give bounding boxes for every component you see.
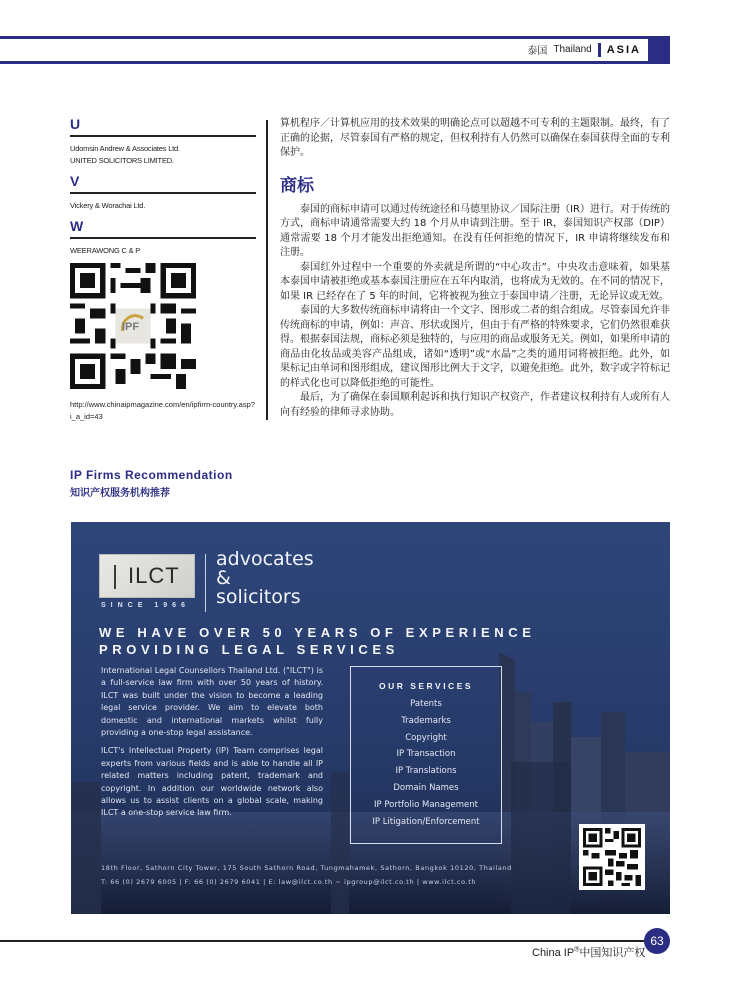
ad-contact: T: 66 (0) 2679 6005 | F: 66 (0) 2679 6041 | E: law@ilct.co.th ~ ipgroup@ilct.co.th | www.ilct.co.th bbox=[101, 878, 477, 886]
since-label: SINCE 1966 bbox=[101, 602, 190, 609]
qr-center-logo: IPF bbox=[122, 321, 140, 333]
directory-letter: W bbox=[70, 218, 84, 234]
service-item: Trademarks bbox=[401, 715, 451, 726]
directory-group-u bbox=[70, 116, 256, 167]
ad-headline bbox=[99, 624, 535, 658]
ilct-logo bbox=[99, 554, 195, 598]
publication-name-cn: 中国知识产权 bbox=[579, 947, 646, 959]
service-item: Copyright bbox=[405, 732, 447, 743]
letter-rule bbox=[70, 192, 256, 194]
logo-name: ILCT bbox=[128, 563, 180, 588]
headline-line: PROVIDING LEGAL SERVICES bbox=[99, 642, 399, 657]
publication-name: China IP bbox=[532, 947, 575, 959]
logo-bar bbox=[114, 565, 116, 589]
service-item: IP Translations bbox=[395, 766, 457, 777]
article-paragraph: 泰国红外过程中一个重要的外卖就是所谓的“中心攻击”。中央攻击意味着，如果基本泰国申请被拒绝或基本泰国注册应在五年内取消，也将成为无效的。在不同的情况下，如果 IR 已经存在了 5 年的时间，它将被视为独立于泰国申请／注册，无论异议或无效。 bbox=[280, 261, 670, 302]
ad-body-paragraph: ILCT's Intellectual Property (IP) Team comprises legal experts from various fields and is able to handle all IP related matters including patent, trademark and copyright. In addition our worldwide network also allows us to assist clients on a global scale, making ILCT a one-stop service law firm. bbox=[101, 746, 323, 818]
running-header bbox=[527, 42, 641, 57]
page-number-badge: 63 bbox=[644, 928, 670, 954]
directory-qr-code[interactable] bbox=[70, 263, 196, 389]
service-item: IP Transaction bbox=[396, 749, 456, 760]
firm-name: WEERAWONG C & P bbox=[70, 246, 141, 255]
qr-code-icon bbox=[583, 828, 641, 886]
firm-name: Udomsin Andrew & Associates Ltd. bbox=[70, 144, 180, 153]
ad-contact-info bbox=[101, 861, 512, 889]
directory-letter: V bbox=[70, 173, 80, 189]
ad-body bbox=[101, 665, 323, 820]
header-country-cn: 泰国 bbox=[527, 46, 548, 57]
service-item: Domain Names bbox=[393, 782, 459, 793]
registered-mark: ® bbox=[574, 946, 580, 954]
directory-group-v bbox=[70, 173, 256, 212]
directory-letter: U bbox=[70, 116, 81, 132]
recommendation-title-en: IP Firms Recommendation bbox=[70, 468, 233, 482]
header-separator bbox=[598, 43, 601, 57]
logo-divider bbox=[205, 554, 206, 612]
recommendation-title-cn: 知识产权服务机构推荐 bbox=[70, 488, 170, 499]
services-box bbox=[350, 666, 502, 844]
directory-group-w bbox=[70, 218, 256, 257]
header-tab bbox=[648, 36, 670, 64]
letter-rule bbox=[70, 237, 256, 239]
ad-tagline bbox=[216, 550, 314, 607]
article-body bbox=[280, 117, 670, 420]
tagline-line: solicitors bbox=[216, 586, 301, 608]
article-paragraph: 最后，为了确保在泰国顺利起诉和执行知识产权资产，作者建议权利持有人或所有人向有经验的律师寻求协助。 bbox=[280, 392, 670, 418]
tagline-line: & bbox=[216, 567, 231, 589]
recommendation-heading bbox=[70, 468, 233, 499]
footer-rule bbox=[0, 940, 648, 942]
firm-name: UNITED SOLICITORS LIMITED. bbox=[70, 156, 174, 165]
footer-publication bbox=[532, 944, 645, 960]
ilct-advertisement[interactable] bbox=[71, 522, 670, 914]
section-title-trademark: 商标 bbox=[280, 175, 314, 196]
article-paragraph: 泰国的商标申请可以通过传统途径和马德里协议／国际注册（IR）进行。对于传统的方式，商标申请通常需要大约 18 个月从申请到注册。至于 IR，泰国知识产权部（DIP）通常需要 18 个月才能发出拒绝通知。在没有任何拒绝的情况下，IR 申请将继续发布和注册。 bbox=[280, 203, 670, 258]
headline-line: WE HAVE OVER 50 YEARS OF EXPERIENCE bbox=[99, 625, 536, 640]
firm-name: Vickery & Worachai Ltd. bbox=[70, 201, 146, 210]
directory-url-link[interactable]: http://www.chinaipmagazine.com/en/ipfirm-country.asp?i_a_id=43 bbox=[70, 400, 255, 421]
ad-qr-code[interactable] bbox=[579, 824, 645, 890]
header-country-en: Thailand bbox=[553, 44, 592, 55]
ad-address: 18th Floor, Sathorn City Tower, 175 South Sathorn Road, Tungmahamek, Sathorn, Bangkok 10120, Thailand bbox=[101, 864, 512, 872]
services-title: OUR SERVICES bbox=[378, 681, 474, 691]
service-item: IP Litigation/Enforcement bbox=[372, 816, 480, 827]
service-item: IP Portfolio Management bbox=[374, 799, 478, 810]
article-paragraph: 泰国的大多数传统商标申请将由一个文字、图形或二者的组合组成。尽管泰国允许非传统商标的申请，例如：声音、形状或图片，但由于有严格的特殊要求，它们仍然很难获得。根据泰国法规，商标必须是独特的，与应用的商品或服务无关。例如，如果所申请的商品由化妆品或美容产品组成，诸如“透明”或“水晶”之类的通用词将被拒绝。此外，如果标记由单词和图形组成，建议图形比例大于文字，以避免拒绝。此外，数字或字符标记的样式化也可以降低拒绝的可能性。 bbox=[280, 305, 670, 389]
firm-directory bbox=[70, 116, 256, 423]
tagline-line: advocates bbox=[216, 548, 314, 570]
service-item: Patents bbox=[410, 699, 442, 709]
ad-body-paragraph: International Legal Counsellors Thailand Ltd. ("ILCT") is a full-service law firm with over 50 years of history. ILCT was built under the vision to become a leading legal service provider. We aim to elevate both domestic and international markets whilst fully providing a one-stop legal assistance. bbox=[101, 666, 323, 738]
header-region: ASIA bbox=[606, 43, 641, 56]
letter-rule bbox=[70, 135, 256, 137]
article-intro: 算机程序／计算机应用的技术效果的明确论点可以超越不可专利的主题限制。最终，有了正确的论据，尽管泰国有严格的规定，但权利持有人仍然可以确保在泰国获得全面的专利保护。 bbox=[280, 118, 670, 158]
column-divider bbox=[266, 120, 268, 420]
